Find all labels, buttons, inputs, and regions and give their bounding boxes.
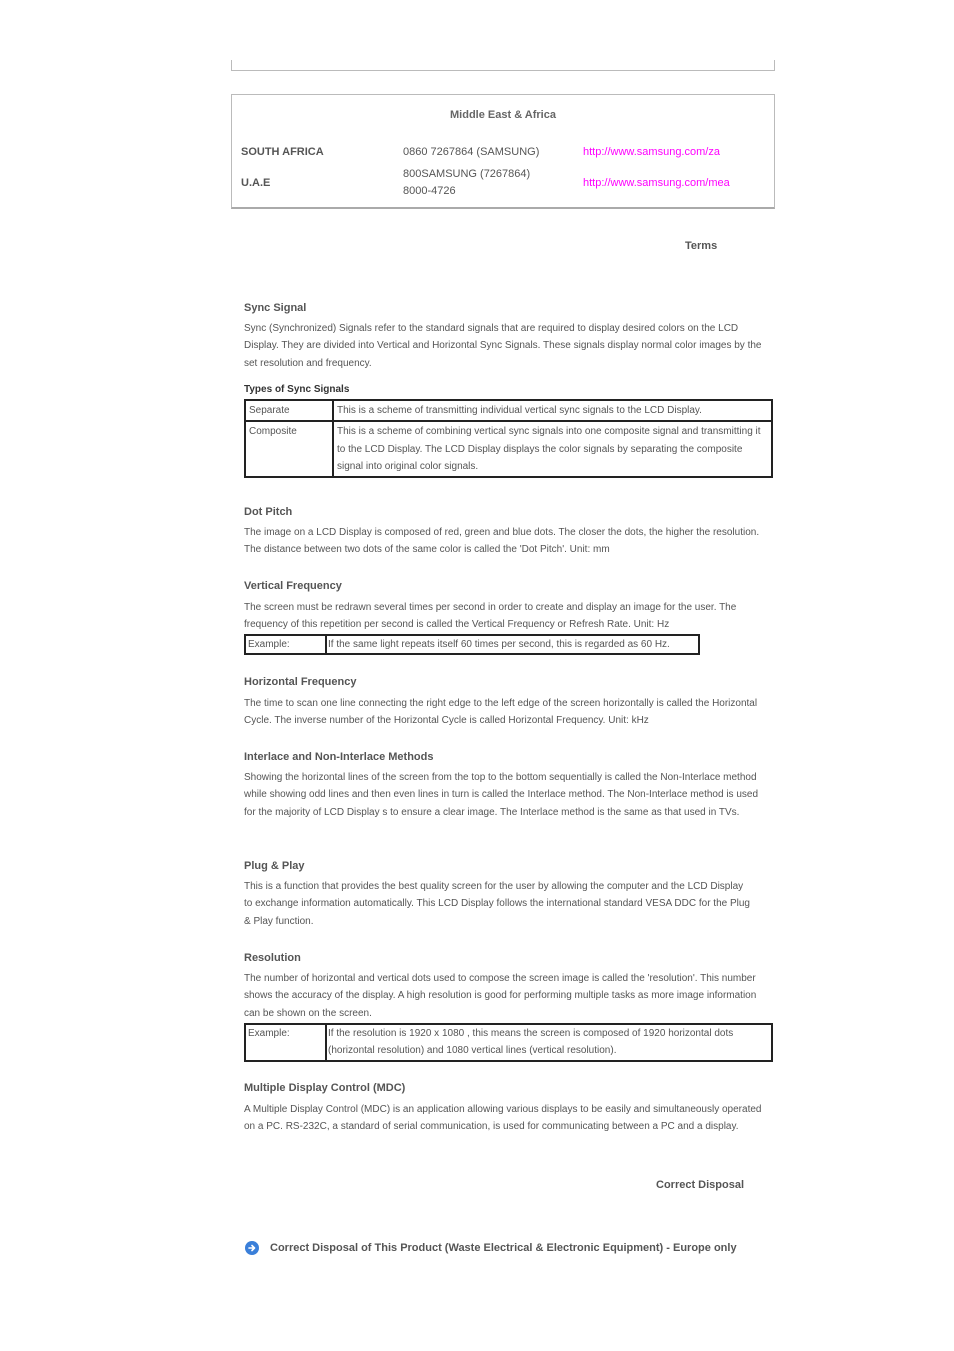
resolution-body: The number of horizontal and vertical dots used to compose the screen image is called the 'resolution'. This number shows the accuracy of the display. A high resolution is good for performing multiple tasks as more image information can be shown on the screen. bbox=[244, 973, 757, 1019]
phone-line-1: 800SAMSUNG (7267864) bbox=[403, 168, 531, 180]
region-title: Middle East & Africa bbox=[450, 109, 556, 121]
vertical-frequency-heading: Vertical Frequency bbox=[244, 580, 342, 592]
table-row bbox=[245, 635, 699, 654]
sync-type-desc: This is a scheme of combining vertical sync signals into one composite signal and transmitting it to the LCD Display. The LCD Display displays the color signals by separating the composite signal into original color signals. bbox=[333, 421, 772, 477]
sync-types-heading: Types of Sync Signals bbox=[244, 384, 350, 395]
vertical-frequency-body: The screen must be redrawn several times per second in order to create and display an image for the user. The frequency of this repetition per second is called the Vertical Frequency or Refresh Rate. Unit: Hz bbox=[244, 602, 737, 631]
disposal-section-label: Correct Disposal bbox=[656, 1179, 745, 1191]
sync-signal-body: Sync (Synchronized) Signals refer to the standard signals that are required to display desired colors on the LCD Display. They are divided into Vertical and Horizontal Sync Signals. These signals display normal color images by the set resolution and frequency. bbox=[244, 323, 762, 369]
table-row bbox=[245, 400, 772, 421]
table-row bbox=[245, 421, 772, 477]
plug-play-body: This is a function that provides the best quality screen for the user by allowing the computer and the LCD Display to exchange information automatically. This LCD Display follows the international standard VESA DDC for the Plug & Play function. bbox=[244, 881, 750, 927]
table-row bbox=[245, 1024, 772, 1061]
country-website-link[interactable]: http://www.samsung.com/mea bbox=[583, 177, 730, 189]
sync-type-name: Separate bbox=[245, 400, 333, 421]
sync-type-desc: This is a scheme of transmitting individual vertical sync signals to the LCD Display. bbox=[333, 400, 772, 421]
dot-pitch-body: The image on a LCD Display is composed of red, green and blue dots. The closer the dots, the higher the resolution. The distance between two dots of the same color is called the 'Dot Pitch'. Unit: mm bbox=[244, 527, 760, 556]
resolution-heading: Resolution bbox=[244, 952, 301, 964]
phone-number bbox=[403, 166, 530, 200]
arrow-right-circle-icon bbox=[245, 1241, 259, 1255]
example-label: Example: bbox=[245, 635, 326, 654]
terms-section-label: Terms bbox=[685, 240, 718, 252]
country-name: U.A.E bbox=[241, 177, 271, 189]
interlace-body: Showing the horizontal lines of the screen from the top to the bottom sequentially is called the Non-Interlace method while showing odd lines and then even lines in turn is called the Interlace method. The Non-Interlace method is used for the majority of LCD Display s to ensure a clear image. The Interlace method is the same as that used in TVs. bbox=[244, 772, 759, 818]
sync-signal-heading: Sync Signal bbox=[244, 302, 307, 314]
mdc-body: A Multiple Display Control (MDC) is an application allowing various displays to be easily and simultaneously operated on a PC. RS-232C, a standard of serial communication, is used for communicating between a PC and a display. bbox=[244, 1104, 762, 1133]
phone-number: 0860 7267864 (SAMSUNG) bbox=[403, 146, 540, 158]
horizontal-frequency-heading: Horizontal Frequency bbox=[244, 676, 357, 688]
interlace-heading: Interlace and Non-Interlace Methods bbox=[244, 751, 434, 763]
dot-pitch-heading: Dot Pitch bbox=[244, 506, 293, 518]
sync-type-name: Composite bbox=[245, 421, 333, 477]
top-frame bbox=[231, 60, 775, 71]
example-text: If the resolution is 1920 x 1080 , this means the screen is composed of 1920 horizontal dots (horizontal resolution) and 1080 vertical lines (vertical resolution). bbox=[326, 1024, 772, 1061]
plug-play-heading: Plug & Play bbox=[244, 860, 305, 872]
country-website-link[interactable]: http://www.samsung.com/za bbox=[583, 146, 720, 158]
example-text: If the same light repeats itself 60 times per second, this is regarded as 60 Hz. bbox=[326, 635, 699, 654]
contact-region-box bbox=[231, 94, 775, 209]
disposal-link[interactable] bbox=[245, 1241, 737, 1255]
sync-types-table bbox=[244, 399, 773, 478]
vertical-frequency-example-table bbox=[244, 634, 700, 655]
resolution-example-table bbox=[244, 1023, 773, 1062]
phone-line-2: 8000-4726 bbox=[403, 185, 456, 197]
disposal-link-text: Correct Disposal of This Product (Waste Electrical & Electronic Equipment) - Europe only bbox=[270, 1242, 737, 1254]
country-name: SOUTH AFRICA bbox=[241, 146, 324, 158]
example-label: Example: bbox=[245, 1024, 326, 1061]
horizontal-frequency-body: The time to scan one line connecting the right edge to the left edge of the screen horizontally is called the Horizontal Cycle. The inverse number of the Horizontal Cycle is called Horizontal Frequency. Unit: kHz bbox=[244, 698, 758, 727]
mdc-heading: Multiple Display Control (MDC) bbox=[244, 1082, 406, 1094]
